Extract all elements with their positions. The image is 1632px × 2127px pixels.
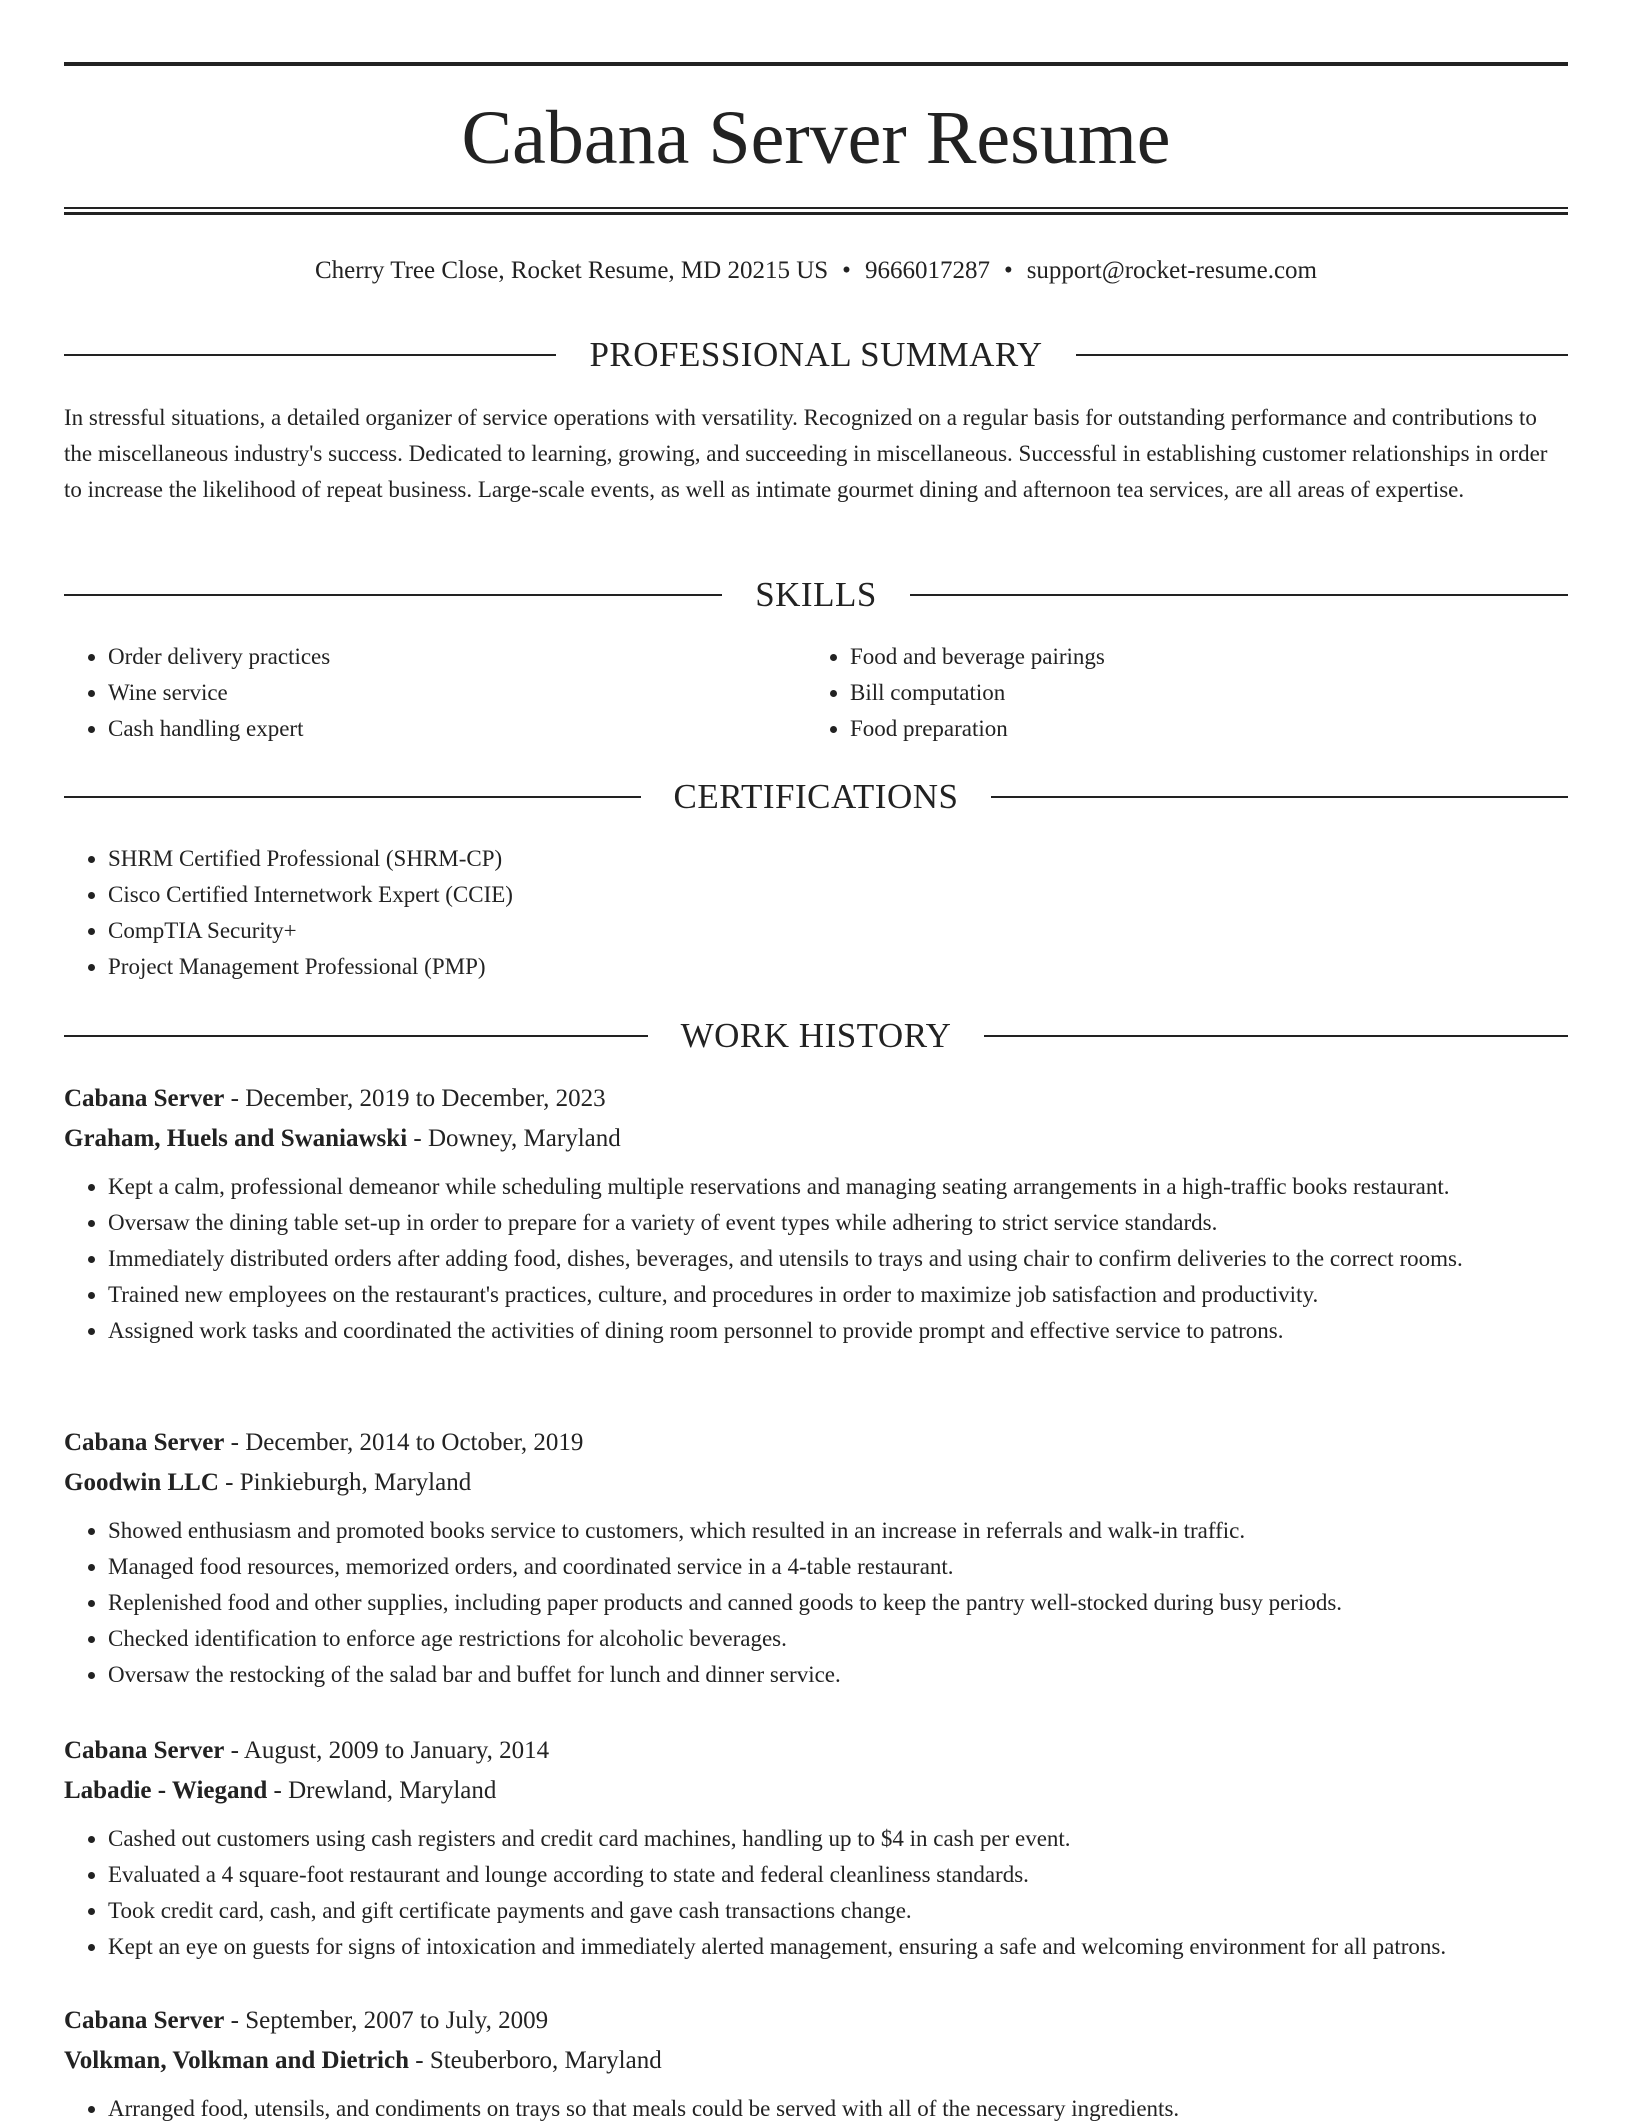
job-duty: • Oversaw the restocking of the salad bar and buffet for lunch and dinner service. xyxy=(108,1657,1568,1693)
job-duty: • Showed enthusiasm and promoted books service to customers, which resulted in an increase in referrals and walk-in traffic. xyxy=(108,1513,1568,1549)
certification-item: • CompTIA Security+ xyxy=(108,913,1568,949)
job-dates: - August, 2009 to January, 2014 xyxy=(224,1737,550,1764)
certifications-list xyxy=(64,841,1568,985)
top-rule xyxy=(64,62,1568,66)
skills-column-left xyxy=(64,639,764,747)
job-company-line xyxy=(64,1119,1568,1159)
job-location: - Downey, Maryland xyxy=(407,1125,621,1152)
job-title: Cabana Server xyxy=(64,1429,225,1456)
certification-item: • SHRM Certified Professional (SHRM-CP) xyxy=(108,841,1568,877)
job-entry xyxy=(64,1079,1568,1349)
job-dates: - September, 2007 to July, 2009 xyxy=(224,2007,549,2034)
job-duty: • Replenished food and other supplies, including paper products and canned goods to keep the pantry well-stocked during busy periods. xyxy=(108,1585,1568,1621)
job-title-line xyxy=(64,1423,1568,1463)
job-location: - Pinkieburgh, Maryland xyxy=(218,1469,472,1496)
job-company: Volkman, Volkman and Dietrich xyxy=(64,2047,409,2074)
job-duty: • Managed food resources, memorized orders, and coordinated service in a 4-table restaurant. xyxy=(108,1549,1568,1585)
heading-rule xyxy=(991,796,1568,798)
certifications-block xyxy=(64,841,1568,985)
contact-address: Cherry Tree Close, Rocket Resume, MD 20215 US xyxy=(315,257,829,284)
job-duty: • Took credit card, cash, and gift certificate payments and gave cash transactions change. xyxy=(108,1893,1568,1929)
job-duties-list xyxy=(64,2091,1568,2127)
job-company-line xyxy=(64,1463,1568,1503)
job-duty: • Immediately distributed orders after adding food, dishes, beverages, and utensils to trays and using chair to confirm deliveries to the correct rooms. xyxy=(108,1241,1568,1277)
job-duty: • Assigned work tasks and coordinated the activities of dining room personnel to provide prompt and effective service to patrons. xyxy=(108,1313,1568,1349)
job-duties-list xyxy=(64,1169,1568,1349)
resume-title: Cabana Server Resume xyxy=(461,96,1171,180)
section-title-certifications: CERTIFICATIONS xyxy=(673,777,959,816)
job-dates: - December, 2019 to December, 2023 xyxy=(224,1085,606,1112)
job-duty: • Kept a calm, professional demeanor while scheduling multiple reservations and managing seating arrangements in a high-traffic books restaurant. xyxy=(108,1169,1568,1205)
job-company: Goodwin LLC xyxy=(64,1469,219,1496)
certification-item: • Project Management Professional (PMP) xyxy=(108,949,1568,985)
job-entry xyxy=(64,1731,1568,1965)
section-title-work-history: WORK HISTORY xyxy=(680,1016,952,1055)
section-title-summary: PROFESSIONAL SUMMARY xyxy=(589,335,1043,374)
job-entry xyxy=(64,2001,1568,2127)
job-duty: • Cashed out customers using cash registers and credit card machines, handling up to $4 in cash per event. xyxy=(108,1821,1568,1857)
job-title-line xyxy=(64,2001,1568,2041)
skill-item: • Bill computation xyxy=(850,675,1506,711)
skill-item: • Cash handling expert xyxy=(108,711,764,747)
skills-column-right xyxy=(806,639,1506,747)
heading-rule xyxy=(64,354,556,356)
job-dates: - December, 2014 to October, 2019 xyxy=(224,1429,584,1456)
job-duty: • Oversaw the dining table set-up in order to prepare for a variety of event types while adhering to strict service standards. xyxy=(108,1205,1568,1241)
job-company-line xyxy=(64,2041,1568,2081)
job-location: - Steuberboro, Maryland xyxy=(409,2047,662,2074)
skill-item: • Food and beverage pairings xyxy=(850,639,1506,675)
heading-rule xyxy=(64,1035,648,1037)
title-double-rule xyxy=(64,207,1568,215)
contact-separator: • xyxy=(842,257,851,284)
job-duty: • Arranged food, utensils, and condiments on trays so that meals could be served with all of the necessary ingredients. xyxy=(108,2091,1568,2127)
job-title-line xyxy=(64,1079,1568,1119)
job-duty: • Evaluated a 4 square-foot restaurant and lounge according to state and federal cleanliness standards. xyxy=(108,1857,1568,1893)
job-duty: • Kept an eye on guests for signs of intoxication and immediately alerted management, ensuring a safe and welcoming environment for all patrons. xyxy=(108,1929,1568,1965)
contact-email: support@rocket-resume.com xyxy=(1026,257,1317,284)
contact-line xyxy=(64,254,1568,288)
job-duties-list xyxy=(64,1513,1568,1693)
job-title-line xyxy=(64,1731,1568,1771)
heading-rule xyxy=(910,594,1568,596)
contact-phone: 9666017287 xyxy=(864,257,990,284)
skill-item: • Order delivery practices xyxy=(108,639,764,675)
heading-rule xyxy=(984,1035,1568,1037)
job-title: Cabana Server xyxy=(64,1085,225,1112)
job-company: Labadie - Wiegand xyxy=(64,1777,268,1804)
section-heading-certifications xyxy=(64,775,1568,819)
job-company: Graham, Huels and Swaniawski xyxy=(64,1125,408,1152)
summary-paragraph: In stressful situations, a detailed organizer of service operations with versatility. Recognized on a regular basis for outstanding performance and contributions to the miscellaneous industry's success. Dedicated to learning, growing, and succeeding in miscellaneous. Successful in establishing customer relationships in order to increase the likelihood of repeat business. Large-scale events, as well as intimate gourmet dining and afternoon tea services, are all areas of expertise. xyxy=(64,405,1548,502)
skills-list-left xyxy=(64,639,764,747)
heading-rule xyxy=(64,594,722,596)
section-heading-work-history xyxy=(64,1014,1568,1058)
section-heading-summary xyxy=(64,333,1568,377)
job-entry xyxy=(64,1423,1568,1693)
job-company-line xyxy=(64,1771,1568,1811)
heading-rule xyxy=(64,796,641,798)
skills-list-right xyxy=(806,639,1506,747)
job-location: - Drewland, Maryland xyxy=(267,1777,497,1804)
skill-item: • Wine service xyxy=(108,675,764,711)
certification-item: • Cisco Certified Internetwork Expert (CCIE) xyxy=(108,877,1568,913)
job-duties-list xyxy=(64,1821,1568,1965)
section-heading-skills xyxy=(64,573,1568,617)
job-duty: • Trained new employees on the restaurant's practices, culture, and procedures in order to maximize job satisfaction and productivity. xyxy=(108,1277,1568,1313)
section-title-skills: SKILLS xyxy=(755,575,877,614)
job-title: Cabana Server xyxy=(64,2007,225,2034)
job-duty: • Checked identification to enforce age restrictions for alcoholic beverages. xyxy=(108,1621,1568,1657)
skill-item: • Food preparation xyxy=(850,711,1506,747)
job-title: Cabana Server xyxy=(64,1737,225,1764)
contact-separator: • xyxy=(1003,257,1013,284)
heading-rule xyxy=(1076,354,1568,356)
